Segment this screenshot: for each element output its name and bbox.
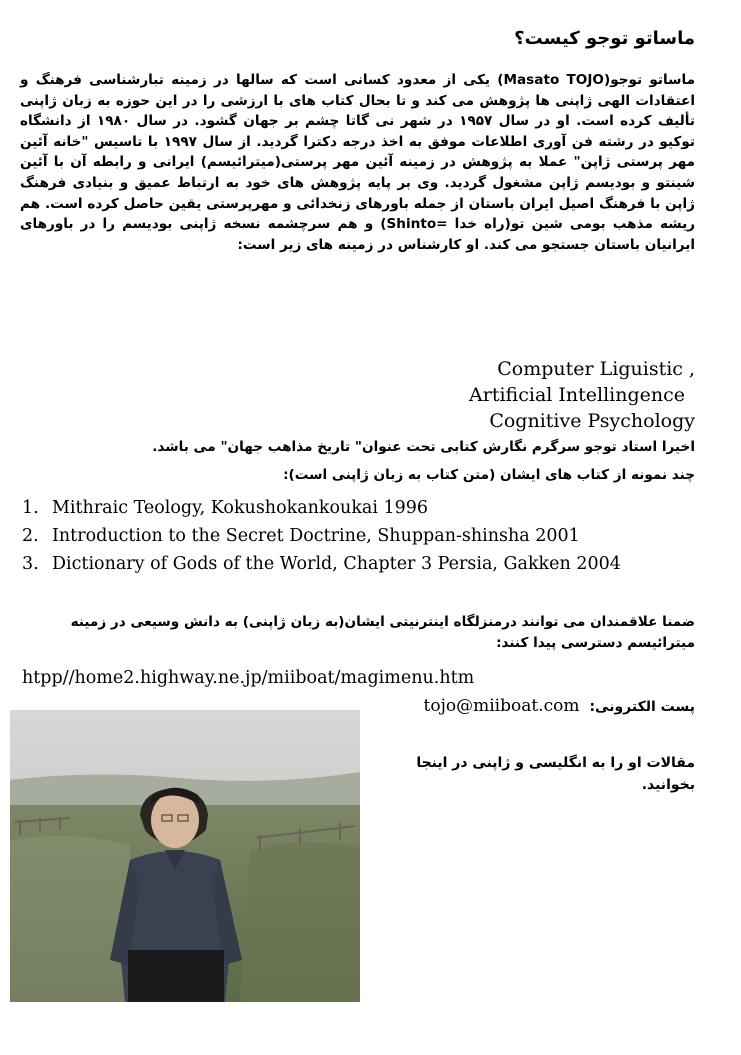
books-intro-text: چند نمونه از کتاب های ایشان (متن کتاب به زبان ژاپنی است): [283,467,695,483]
intro-paragraph: ماساتو توجو(Masato TOJO) یکی از معدود کسانی است که سالها در زمینه تبارشناسی فرهنگ و اعتقادات الهی ژاپنی ها پژوهش می کند و تا بحال کتاب های با ارزشی را در این حوزه به زبان ژاپنی تألیف کرده است. او در سال ۱۹۵۷ در شهر نی گاتا چشم بر جهان گشود. در سال ۱۹۸۰ از دانشگاه توکیو در رشته فن آوری اطلاعات موفق به اخذ درجه دکترا گردید. از سال ۱۹۹۷ با تاسیس "خانه آئین مهر پرستی ژاپن" عملا به پژوهش در زمینه آئین مهر پرستی(میترائیسم) ایرانی و رابطه آن با آئین شینتو و بودیسم ژاپن مشغول گردید. وی بر پایه پژوهش های خود به ارتباط عمیق و بنیادی فرهنگ ژاپن با فرهنگ اصیل ایران باستان از جمله باورهای زنخدائی و مهرپرستی یقین حاصل کرده است. هم ریشه مذهب بومی شین تو(راه خدا =Shinto) و هم سرچشمه نسخه ژاپنی بودیسم را در باورهای ایرانیان باستان جستجو می کند. او کارشناس در زمینه های زیر است: [20,72,696,253]
email-link[interactable]: tojo@miiboat.com [423,696,580,716]
book-title: Dictionary of Gods of the World, Chapter 3 Persia, Gakken 2004 [52,554,621,574]
articles-note[interactable]: مقالات او را به انگلیسی و ژاپنی در اینجا بخوانید. [416,755,695,793]
expertise-item: Computer Liguistic , [497,358,695,380]
book-title: Mithraic Teology, Kokushokankoukai 1996 [52,498,429,518]
expertise-item: Artificial Intellingence [469,384,685,406]
book-number: 3. [22,554,39,574]
book-item [22,494,695,522]
book-number: 1. [22,498,39,518]
expertise-list [469,356,695,434]
website-note: ضمنا علاقمندان می توانند درمنزلگاه اینترنیتی ایشان(به زبان ژاپنی) به دانش وسیعی در زمینه میترائیسم دسترسی پیدا کنند: [70,614,695,651]
book-item [22,550,695,578]
email-row [424,696,695,716]
author-photo [10,710,360,1002]
books-list [22,494,695,578]
expertise-item: Cognitive Psychology [489,410,695,432]
recent-work-text: اخیرا استاد توجو سرگرم نگارش کتابی تحت عنوان" تاریخ مذاهب جهان" می باشد. [152,439,695,455]
book-title: Introduction to the Secret Doctrine, Shuppan-shinsha 2001 [52,526,580,546]
page-title: ماساتو توجو کیست؟ [514,28,695,49]
book-item [22,522,695,550]
book-number: 2. [22,526,39,546]
email-label: پست الکترونی: [589,699,695,715]
website-link[interactable]: htpp//home2.highway.ne.jp/miiboat/magimenu.htm [22,668,475,688]
